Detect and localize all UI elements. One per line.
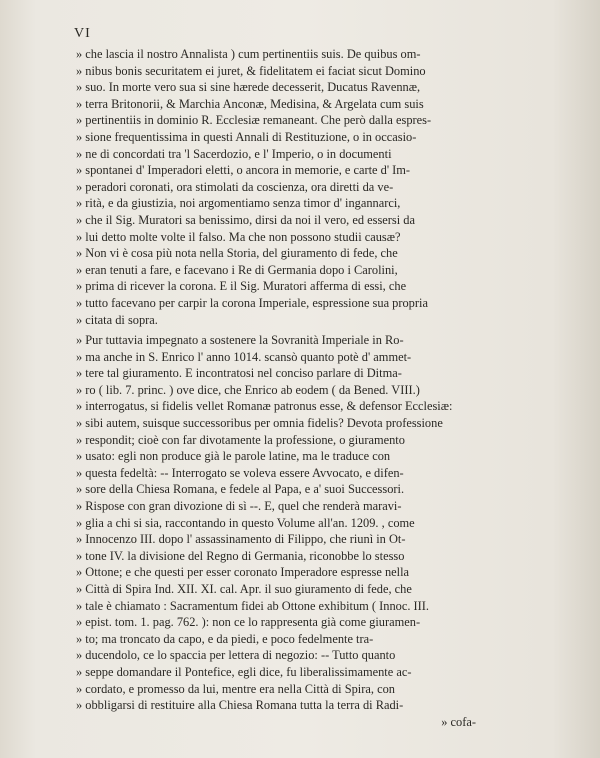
text-line: » to; ma troncato da capo, e da piedi, e poco fedelmente tra- [76,631,374,646]
catchword: » cofa- [441,714,476,729]
text-line: » questa fedeltà: -- Interrogato se voleva essere Avvocato, e difen- [76,465,404,480]
text-line: » suo. In morte vero sua si sine hærede decesserit, Ducatus Ravennæ, [76,80,421,95]
text-line: » tale è chiamato : Sacramentum fidei ab Ottone exhibitum ( Innoc. III. [76,598,430,613]
text-line: » tone IV. la divisione del Regno di Germania, riconobbe lo stesso [76,548,405,563]
text-line: » sibi autem, suisque successoribus per omnia fidelis? Devota professione [76,416,443,431]
text-line: » Non vi è cosa più nota nella Storia, del giuramento di fede, che [76,246,398,261]
text-line: » Ottone; e che questi per esser coronato Imperadore espresse nella [76,565,410,580]
text-line: » ma anche in S. Enrico l' anno 1014. scansò quanto potè d' ammet- [76,349,412,364]
text-line: » Innocenzo III. dopo l' assassinamento di Filippo, che riunì in Ot- [76,532,406,547]
text-line: » eran tenuti a fare, e facevano i Re di Germania dopo i Carolini, [76,262,398,277]
text-line: » respondit; cioè con far divotamente la professione, o giuramento [76,432,405,447]
text-line: » tutto facevano per carpir la corona Imperiale, espressione sua propria [76,295,428,310]
text-line: » ne di concordati tra 'l Sacerdozio, e l' Imperio, o in documenti [76,146,392,161]
text-line: » citata di sopra. [76,312,158,327]
text-line: » lui detto molte volte il falso. Ma che non possono studii causæ? [76,229,401,244]
text-line: » obbligarsi di restituire alla Chiesa Romana tutta la terra di Radi- [76,698,404,713]
text-line: » cordato, e promesso da lui, mentre era nella Città di Spira, con [76,681,395,696]
text-line: » peradori coronati, ora stimolati da coscienza, ora diretti da ve- [76,179,394,194]
text-line: » che lascia il nostro Annalista ) cum pertinentiis suis. De quibus om- [76,47,421,61]
text-line: » ducendolo, ce lo spaccia per lettera di negozio: -- Tutto quanto [76,648,396,663]
text-line: » seppe domandare il Pontefice, egli dice, fu liberalissimamente ac- [76,664,412,679]
body-text [76,46,544,730]
text-line: » Pur tuttavia impegnato a sostenere la Sovranità Imperiale in Ro- [76,333,404,348]
text-line: » epist. tom. 1. pag. 762. ): non ce lo rappresenta già come giuramen- [76,615,421,630]
text-line: » sione frequentissima in questi Annali di Restituzione, o in occasio- [76,129,417,144]
text-line: » ro ( lib. 7. princ. ) ove dice, che Enrico ab eodem ( da Bened. VIII.) [76,382,420,397]
text-line: » rità, e da giustizia, noi argomentiamo senza timor d' ingannarci, [76,196,401,211]
text-line: » sore della Chiesa Romana, e fedele al Papa, e a' suoi Successori. [76,482,405,497]
text-line: » prima di ricever la corona. E il Sig. Muratori afferma di essi, che [76,279,407,294]
text-line: » Città di Spira Ind. XII. XI. cal. Apr. il suo giuramento di fede, che [76,582,412,596]
text-line: » glia a chi si sia, raccontando in questo Volume all'an. 1209. , come [76,515,415,530]
text-line: » che il Sig. Muratori sa benissimo, dirsi da noi il vero, ed essersi da [76,212,415,227]
text-line: » spontanei d' Imperadori eletti, o ancora in memorie, e carte d' Im- [76,163,411,178]
text-line: » interrogatus, si fidelis vellet Romanæ patronus esse, & defensor Ecclesiæ: [76,399,453,414]
text-line: » pertinentiis in dominio R. Ecclesiæ remaneant. Che però dalla espres- [76,113,432,128]
text-line: » nibus bonis securitatem ei juret, & fidelitatem ei faciat sicut Domino [76,63,426,78]
text-line: » tere tal giuramento. E incontratosi nel conciso parlare di Ditma- [76,366,402,381]
text-line: » Rispose con gran divozione di sì --. E, quel che renderà maravi- [76,499,402,514]
text-line: » terra Britonorii, & Marchia Anconæ, Medisina, & Argelata cum suis [76,96,424,111]
text-line: » usato: egli non produce già le parole latine, ma le traduce con [76,449,391,464]
page-number: VI [74,26,91,41]
